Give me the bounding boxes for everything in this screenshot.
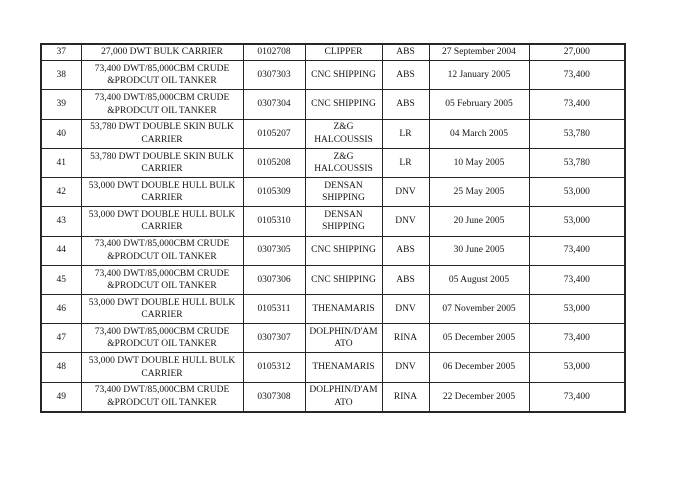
cell-owner: THENAMARIS: [305, 294, 382, 323]
cell-delivery-date: 22 December 2005: [429, 382, 529, 412]
table-row: [41, 178, 625, 207]
cell-hull-number: 0307306: [243, 265, 305, 294]
cell-dwt: 53,780: [529, 119, 625, 148]
cell-delivery-date: 25 May 2005: [429, 178, 529, 207]
cell-row-number: 42: [41, 178, 81, 207]
ship-table-body: [41, 44, 625, 412]
cell-hull-number: 0105309: [243, 178, 305, 207]
cell-owner: DENSAN SHIPPING: [305, 207, 382, 236]
cell-hull-number: 0307305: [243, 236, 305, 265]
cell-class-society: ABS: [382, 265, 429, 294]
cell-row-number: 39: [41, 90, 81, 119]
cell-hull-number: 0307308: [243, 382, 305, 412]
cell-vessel-description: 53,000 DWT DOUBLE HULL BULK CARRIER: [81, 207, 243, 236]
cell-class-society: LR: [382, 148, 429, 177]
table-row: [41, 236, 625, 265]
cell-row-number: 45: [41, 265, 81, 294]
cell-owner: Z&G HALCOUSSIS: [305, 119, 382, 148]
cell-dwt: 73,400: [529, 90, 625, 119]
table-row: [41, 265, 625, 294]
table-row: [41, 382, 625, 412]
cell-row-number: 44: [41, 236, 81, 265]
cell-row-number: 47: [41, 324, 81, 353]
cell-class-society: DNV: [382, 178, 429, 207]
cell-owner: CNC SHIPPING: [305, 236, 382, 265]
cell-hull-number: 0102708: [243, 44, 305, 61]
cell-class-society: ABS: [382, 44, 429, 61]
cell-owner: CNC SHIPPING: [305, 265, 382, 294]
cell-row-number: 46: [41, 294, 81, 323]
cell-delivery-date: 05 December 2005: [429, 324, 529, 353]
table-row: [41, 119, 625, 148]
cell-owner: THENAMARIS: [305, 353, 382, 382]
cell-vessel-description: 73,400 DWT/85,000CBM CRUDE &PRODCUT OIL TANKER: [81, 90, 243, 119]
cell-vessel-description: 73,400 DWT/85,000CBM CRUDE &PRODCUT OIL TANKER: [81, 236, 243, 265]
cell-dwt: 53,000: [529, 294, 625, 323]
cell-vessel-description: 53,780 DWT DOUBLE SKIN BULK CARRIER: [81, 119, 243, 148]
cell-class-society: ABS: [382, 236, 429, 265]
cell-owner: Z&G HALCOUSSIS: [305, 148, 382, 177]
cell-dwt: 53,780: [529, 148, 625, 177]
cell-row-number: 38: [41, 61, 81, 90]
cell-delivery-date: 05 February 2005: [429, 90, 529, 119]
cell-vessel-description: 27,000 DWT BULK CARRIER: [81, 44, 243, 61]
cell-hull-number: 0105310: [243, 207, 305, 236]
cell-delivery-date: 07 November 2005: [429, 294, 529, 323]
cell-dwt: 73,400: [529, 265, 625, 294]
cell-row-number: 40: [41, 119, 81, 148]
cell-delivery-date: 04 March 2005: [429, 119, 529, 148]
cell-delivery-date: 27 September 2004: [429, 44, 529, 61]
cell-class-society: ABS: [382, 90, 429, 119]
cell-vessel-description: 73,400 DWT/85,000CBM CRUDE &PRODCUT OIL TANKER: [81, 265, 243, 294]
cell-delivery-date: 12 January 2005: [429, 61, 529, 90]
cell-vessel-description: 73,400 DWT/85,000CBM CRUDE &PRODCUT OIL TANKER: [81, 61, 243, 90]
cell-delivery-date: 30 June 2005: [429, 236, 529, 265]
table-row: [41, 324, 625, 353]
cell-owner: DOLPHIN/D'AM ATO: [305, 382, 382, 412]
cell-hull-number: 0105208: [243, 148, 305, 177]
cell-dwt: 53,000: [529, 207, 625, 236]
cell-delivery-date: 05 August 2005: [429, 265, 529, 294]
cell-hull-number: 0307303: [243, 61, 305, 90]
cell-dwt: 27,000: [529, 44, 625, 61]
cell-dwt: 73,400: [529, 324, 625, 353]
ship-delivery-table: [40, 43, 626, 413]
cell-row-number: 48: [41, 353, 81, 382]
cell-class-society: DNV: [382, 294, 429, 323]
table-row: [41, 294, 625, 323]
cell-row-number: 49: [41, 382, 81, 412]
cell-class-society: LR: [382, 119, 429, 148]
cell-vessel-description: 73,400 DWT/85,000CBM CRUDE &PRODCUT OIL TANKER: [81, 324, 243, 353]
table-row: [41, 44, 625, 61]
cell-vessel-description: 53,000 DWT DOUBLE HULL BULK CARRIER: [81, 178, 243, 207]
cell-class-society: ABS: [382, 61, 429, 90]
cell-hull-number: 0105207: [243, 119, 305, 148]
cell-owner: CNC SHIPPING: [305, 61, 382, 90]
cell-dwt: 73,400: [529, 236, 625, 265]
cell-owner: DENSAN SHIPPING: [305, 178, 382, 207]
cell-vessel-description: 73,400 DWT/85,000CBM CRUDE &PRODCUT OIL TANKER: [81, 382, 243, 412]
cell-row-number: 43: [41, 207, 81, 236]
table-row: [41, 207, 625, 236]
table-row: [41, 61, 625, 90]
cell-row-number: 41: [41, 148, 81, 177]
cell-vessel-description: 53,000 DWT DOUBLE HULL BULK CARRIER: [81, 294, 243, 323]
cell-vessel-description: 53,000 DWT DOUBLE HULL BULK CARRIER: [81, 353, 243, 382]
cell-owner: CLIPPER: [305, 44, 382, 61]
cell-vessel-description: 53,780 DWT DOUBLE SKIN BULK CARRIER: [81, 148, 243, 177]
cell-dwt: 53,000: [529, 353, 625, 382]
cell-hull-number: 0307307: [243, 324, 305, 353]
cell-class-society: DNV: [382, 353, 429, 382]
cell-owner: CNC SHIPPING: [305, 90, 382, 119]
cell-hull-number: 0307304: [243, 90, 305, 119]
cell-row-number: 37: [41, 44, 81, 61]
cell-hull-number: 0105311: [243, 294, 305, 323]
cell-delivery-date: 06 December 2005: [429, 353, 529, 382]
cell-dwt: 73,400: [529, 61, 625, 90]
cell-dwt: 73,400: [529, 382, 625, 412]
cell-class-society: RINA: [382, 324, 429, 353]
table-row: [41, 148, 625, 177]
cell-delivery-date: 10 May 2005: [429, 148, 529, 177]
cell-owner: DOLPHIN/D'AM ATO: [305, 324, 382, 353]
cell-dwt: 53,000: [529, 178, 625, 207]
cell-delivery-date: 20 June 2005: [429, 207, 529, 236]
cell-hull-number: 0105312: [243, 353, 305, 382]
cell-class-society: RINA: [382, 382, 429, 412]
table-row: [41, 90, 625, 119]
cell-class-society: DNV: [382, 207, 429, 236]
table-row: [41, 353, 625, 382]
